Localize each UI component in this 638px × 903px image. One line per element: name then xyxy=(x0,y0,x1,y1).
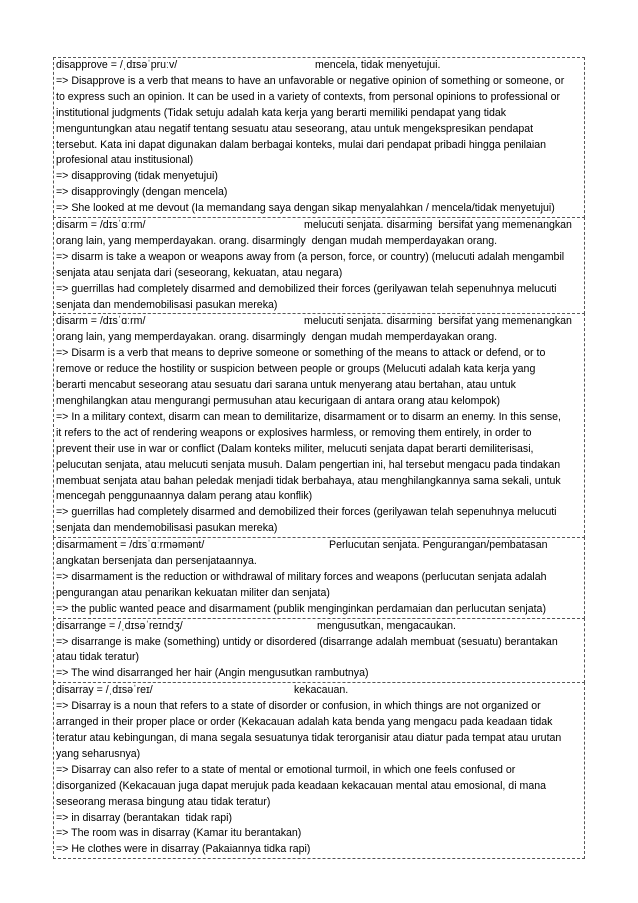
entry-line: arranged in their proper place or order (Kekacauan adalah kata benda yang mengacu pada keadaan tidak xyxy=(56,716,553,729)
pronunciation: disarmament = /dɪsˈɑːrməmənt/ xyxy=(56,539,205,552)
entry-line: seseorang merasa bingung atau tidak teratur) xyxy=(56,795,271,808)
entry-head xyxy=(56,538,582,554)
entry-line: => guerrillas had completely disarmed and demobilized their forces (gerilyawan telah sepenuhnya melucuti xyxy=(56,506,557,519)
entry-disarm-detail xyxy=(53,313,585,538)
entry-line: atau tidak teratur) xyxy=(56,651,140,664)
entry-line: remove or reduce the hostility or suspicion between people or groups (Melucuti adalah kata kerja yang xyxy=(56,363,536,376)
entry-line: => Disarm is a verb that means to deprive someone or something of the means to attack or defend, or to xyxy=(56,347,546,360)
pronunciation: disapprove = /ˌdɪsəˈpruːv/ xyxy=(56,59,178,71)
meaning: Perlucutan senjata. Pengurangan/pembatasan xyxy=(329,539,548,552)
entry-line: senjata dan mendemobilisasi pasukan mereka) xyxy=(56,522,278,535)
entry-line: => Disarray is a noun that refers to a state of disorder or confusion, in which things are not organized or xyxy=(56,700,541,713)
entry-line: berarti mencabut seseorang atau sesuatu dari sarana untuk menyerang atau bertahan, atau untuk xyxy=(56,379,516,392)
meaning: kekacauan. xyxy=(294,684,349,697)
entry-line: teratur atau kebingungan, di mana segala sesuatunya tidak terorganisir atau diatur pada tempat atau urutan xyxy=(56,731,562,744)
entry-line: => In a military context, disarm can mean to demilitarize, disarmament or to disarm an enemy. In this sense, xyxy=(56,410,561,423)
entry-line: => disarm is take a weapon or weapons away from (a person, force, or country) (melucuti adalah mengambil xyxy=(56,250,565,263)
entry-line: => disapprovingly (dengan mencela) xyxy=(56,186,228,199)
entry-line: => disarrange is make (something) untidy or disordered (disarrange adalah membuat (sesuatu) berantakan xyxy=(56,635,558,648)
entry-line: => The wind disarranged her hair (Angin mengusutkan rambutnya) xyxy=(56,667,369,680)
entry-line: => The room was in disarray (Kamar itu berantakan) xyxy=(56,827,302,840)
entry-line: => Disarray can also refer to a state of mental or emotional turmoil, in which one feels confused or xyxy=(56,763,516,776)
entry-line: tersebut. Kata ini dapat digunakan dalam berbagai konteks, mulai dari pendapat pribadi hingga penilaian xyxy=(56,138,547,151)
entry-disarrange xyxy=(53,618,585,684)
entry-head xyxy=(56,314,582,330)
entry-line: membuat senjata atau bahan peledak menjadi tidak berbahaya, atau menghilangkannya sama sekali, untuk xyxy=(56,474,561,487)
pronunciation: disarm = /dɪsˈɑːrm/ xyxy=(56,219,146,232)
meaning: melucuti senjata. disarming bersifat yang memenangkan xyxy=(304,219,572,232)
entry-line: pengurangan atau penarikan kekuatan militer dan senjata) xyxy=(56,586,330,599)
entry-line: disorganized (Kekacauan juga dapat merujuk pada keadaan kekacauan mental atau emosional, di mana xyxy=(56,779,546,792)
entry-line: senjata dan mendemobilisasi pasukan mereka) xyxy=(56,298,278,311)
entry-line: it refers to the act of rendering weapons or explosives harmless, or removing them entirely, in order to xyxy=(56,426,532,439)
entry-line: => the public wanted peace and disarmament (publik menginginkan perdamaian dan perlucutan senjata) xyxy=(56,602,546,615)
entry-line: => She looked at me devout (Ia memandang saya dengan sikap menyalahkan / mencela/tidak menyetujui) xyxy=(56,202,555,215)
entry-line: mencegah penggunaannya dalam perang atau konflik) xyxy=(56,490,313,503)
entry-line: to express such an opinion. It can be used in a variety of contexts, from personal opinions to professional or xyxy=(56,90,561,103)
entry-disapprove xyxy=(53,57,585,218)
entry-line: => disarmament is the reduction or withdrawal of military forces and weapons (perlucutan senjata adalah xyxy=(56,570,547,583)
entry-line: pelucutan senjata, atau melucuti senjata musuh. Dalam pengertian ini, hal tersebut mengacu pada tindakan xyxy=(56,458,561,471)
meaning: mengusutkan, mengacaukan. xyxy=(317,619,456,632)
entry-line: prevent their use in war or conflict (Dalam konteks militer, melucuti senjata dapat berarti demiliterisasi, xyxy=(56,442,534,455)
entry-line: orang lain, yang memperdayakan. orang. disarmingly dengan mudah memperdayakan orang. xyxy=(56,331,498,344)
entry-line: angkatan bersenjata dan persenjataannya. xyxy=(56,555,257,568)
pronunciation: disarray = /ˌdɪsəˈreɪ/ xyxy=(56,684,153,697)
entry-line: => in disarray (berantakan tidak rapi) xyxy=(56,811,233,824)
entry-line: menguntungkan atau negatif tentang sesuatu atau seseorang, atau untuk mengekspresikan pendapat xyxy=(56,122,534,135)
entry-head xyxy=(56,58,582,74)
entry-line: => guerrillas had completely disarmed and demobilized their forces (gerilyawan telah sepenuhnya melucuti xyxy=(56,282,557,295)
entry-disarmament xyxy=(53,537,585,619)
entry-line: => He clothes were in disarray (Pakaiannya tidka rapi) xyxy=(56,843,311,856)
meaning: mencela, tidak menyetujui. xyxy=(315,59,441,71)
entry-line: => disapproving (tidak menyetujui) xyxy=(56,170,218,183)
entry-head xyxy=(56,218,582,234)
entry-head xyxy=(56,683,582,699)
pronunciation: disarm = /dɪsˈɑːrm/ xyxy=(56,315,146,328)
dictionary-page xyxy=(53,57,585,859)
entry-line: profesional atau institusional) xyxy=(56,154,194,167)
entry-line: orang lain, yang memperdayakan. orang. disarmingly dengan mudah memperdayakan orang. xyxy=(56,234,498,247)
entry-disarray xyxy=(53,682,585,859)
pronunciation: disarrange = /ˌdɪsəˈreɪndʒ/ xyxy=(56,619,183,632)
entry-line: yang seharusnya) xyxy=(56,747,141,760)
entry-head xyxy=(56,619,582,635)
entry-line: institutional judgments (Tidak setuju adalah kata kerja yang berarti memiliki pendapat yang tidak xyxy=(56,106,507,119)
meaning: melucuti senjata. disarming bersifat yang memenangkan xyxy=(304,315,572,328)
entry-line: => Disapprove is a verb that means to have an unfavorable or negative opinion of something or someone, or xyxy=(56,74,565,87)
entry-disarm xyxy=(53,217,585,314)
entry-line: menghilangkan atau mengurangi permusuhan atau kecurigaan di antara orang atau kelompok) xyxy=(56,394,501,407)
entry-line: senjata atau senjata dari (seseorang, kekuatan, atau negara) xyxy=(56,266,343,279)
